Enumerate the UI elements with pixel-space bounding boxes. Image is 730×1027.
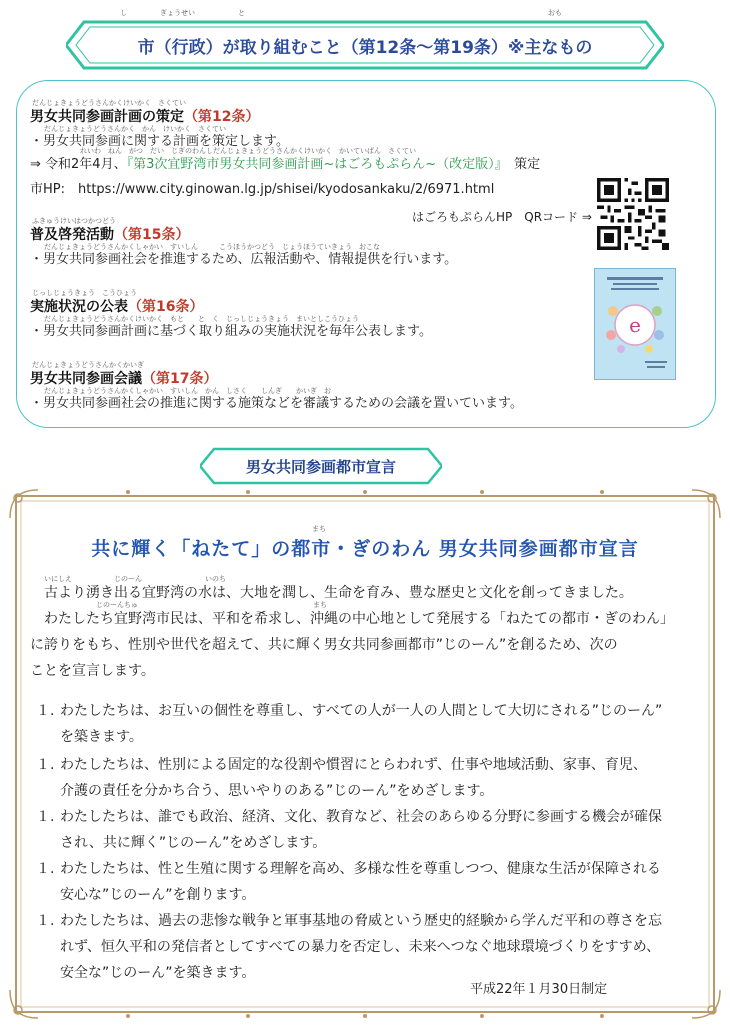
header-ruby-omo: おも: [548, 9, 562, 17]
item-number: １.: [36, 913, 55, 929]
article-number: （第12条）: [184, 109, 260, 125]
decl-title-ruby: まち: [312, 525, 326, 533]
item-line: 介護の責任を分かち合う、思いやりのある”じのーん”をめざします。: [60, 783, 494, 799]
declaration-paragraph-2c: ことを宣言します。: [30, 663, 155, 679]
p2-ruby: じのーんちゅ まち: [96, 601, 327, 609]
header-ruby-gyousei: ぎょうせい: [160, 9, 195, 17]
item-line: わたしたちは、誰でも政治、経済、文化、教育など、社会のあらゆる分野に参画する機会が確保: [60, 809, 662, 825]
section-text: ・男女共同参画社会を推進するため、広報活動や、情報提供を行います。: [30, 252, 458, 267]
section-heading-publication: [30, 296, 203, 316]
declaration-paragraph-1: 古より湧き出る宜野湾の水は、大地を潤し、生命を育み、豊な歴史と文化を創ってきました。: [30, 585, 633, 601]
item-line: わたしたちは、お互いの個性を尊重し、すべての人が一人の人間として大切にされる”じのーん”: [60, 703, 663, 719]
declaration-title: 共に輝く「ねたて」の都市・ぎのわん 男女共同参画都市宣言: [91, 538, 639, 560]
s4-title-ruby: だんじょきょうどうさんかくかいぎ: [32, 361, 144, 369]
item-line: され、共に輝く”じのーん”をめざします。: [60, 835, 327, 851]
header-ruby-shi: し: [120, 9, 127, 17]
city-hp-link[interactable]: 市HP: https://www.city.ginowan.lg.jp/shisei/kyodosankaku/2/6971.html: [30, 182, 495, 197]
section-title: 実施状況の公表: [30, 299, 128, 315]
item-number: １.: [36, 757, 55, 773]
s4-line1-ruby: だんじょきょうどうさんかくしゃかい すいしん かん しさく しんぎ かいぎ お: [44, 387, 331, 395]
plan-line-suffix: 策定: [514, 157, 541, 172]
item-number: １.: [36, 809, 55, 825]
section-text: ・男女共同参画計画に基づく取り組みの実施状況を毎年公表します。: [30, 324, 432, 339]
section-title: 普及啓発活動: [30, 227, 114, 243]
section-heading-promotion: [30, 224, 189, 244]
s1-title-ruby: だんじょきょうどうさんかくけいかく さくてい: [32, 99, 186, 107]
booklet-cover-icon: [594, 268, 676, 380]
s2-line1-ruby: だんじょきょうどうさんかくしゃかい すいしん こうほうかつどう じょうほうていきょう おこな: [44, 243, 380, 251]
section-text: ・男女共同参画社会の推進に関する施策などを審議するための会議を置いています。: [30, 396, 523, 411]
article-number: （第17条）: [142, 371, 218, 387]
page-title: 市（行政）が取り組むこと（第12条～第19条）※主なもの: [137, 37, 593, 58]
item-line: わたしたちは、性と生殖に関する理解を高め、多様な性を尊重しつつ、健康な生活が保障される: [60, 861, 661, 877]
item-line: 安全な”じのーん”を築きます。: [60, 965, 256, 981]
item-number: １.: [36, 703, 55, 719]
s3-title-ruby: じっしじょうきょう こうひょう: [32, 289, 137, 297]
declaration-paragraph-2b: に誇りをもち、性別や世代を超えて、共に輝く男女共同参画都市”じのーん”を創るため、次の: [30, 637, 618, 653]
s2-title-ruby: ふきゅうけいはつかつどう: [32, 217, 116, 225]
declaration-paragraph-2a: わたしたち宜野湾市民は、平和を希求し、沖縄の中心地として発展する「ねたての都市・ぎのわん」: [30, 611, 674, 627]
section-heading-council: [30, 368, 217, 388]
svg-text:e: e: [629, 313, 641, 337]
qr-code-icon[interactable]: [597, 178, 669, 250]
plan-line-prefix: ⇒ 令和2年4月、: [30, 157, 127, 172]
section-text: ・男女共同参画に関する計画を策定します。: [30, 134, 289, 149]
item-line: わたしたちは、過去の悲惨な戦争と軍事基地の脅威という歴史的経験から学んだ平和の尊さを忘: [60, 913, 662, 929]
plan-line: [30, 153, 540, 172]
item-number: １.: [36, 861, 55, 877]
s1-line2-ruby: れいわ ねん がつ だい じぎのわんしだんじょきょうどうさんかくけいかく かいていばん さくてい: [80, 147, 416, 155]
header-ruby-to: と: [238, 9, 245, 17]
p1-ruby: いにしえ じのーん いのち: [44, 575, 226, 583]
s1-line1-ruby: だんじょきょうどうさんかく かん けいかく さくてい: [44, 125, 226, 133]
item-line: わたしたちは、性別による固定的な役割や慣習にとらわれず、仕事や地域活動、家事、育児、: [60, 757, 647, 773]
item-line: 安心な”じのーん”を創ります。: [60, 887, 256, 903]
qr-label: はごろもぷらんHP QRコード ⇒: [412, 210, 592, 224]
article-number: （第16条）: [128, 299, 204, 315]
section-title: 男女共同参画会議: [30, 371, 142, 387]
item-line: れず、恒久平和の発信者としてすべての暴力を否定し、未来へつなぐ地球環境づくりをすすめ、: [60, 939, 661, 955]
enactment-date: 平成22年１月30日制定: [470, 982, 608, 997]
article-number: （第15条）: [114, 227, 190, 243]
section-title: 男女共同参画計画の策定: [30, 109, 184, 125]
section-heading-plan: [30, 106, 259, 126]
s3-line1-ruby: だんじょきょうどうさんかくけいかく もと と く じっしじょうきょう まいとしこうひょう: [44, 315, 359, 323]
plan-name: 『第3次宜野湾市男女共同参画計画~はごろもぷらん~（改定版）』: [126, 157, 502, 172]
declaration-tab-label: 男女共同参画都市宣言: [245, 457, 396, 476]
item-line: を築きます。: [60, 729, 143, 745]
